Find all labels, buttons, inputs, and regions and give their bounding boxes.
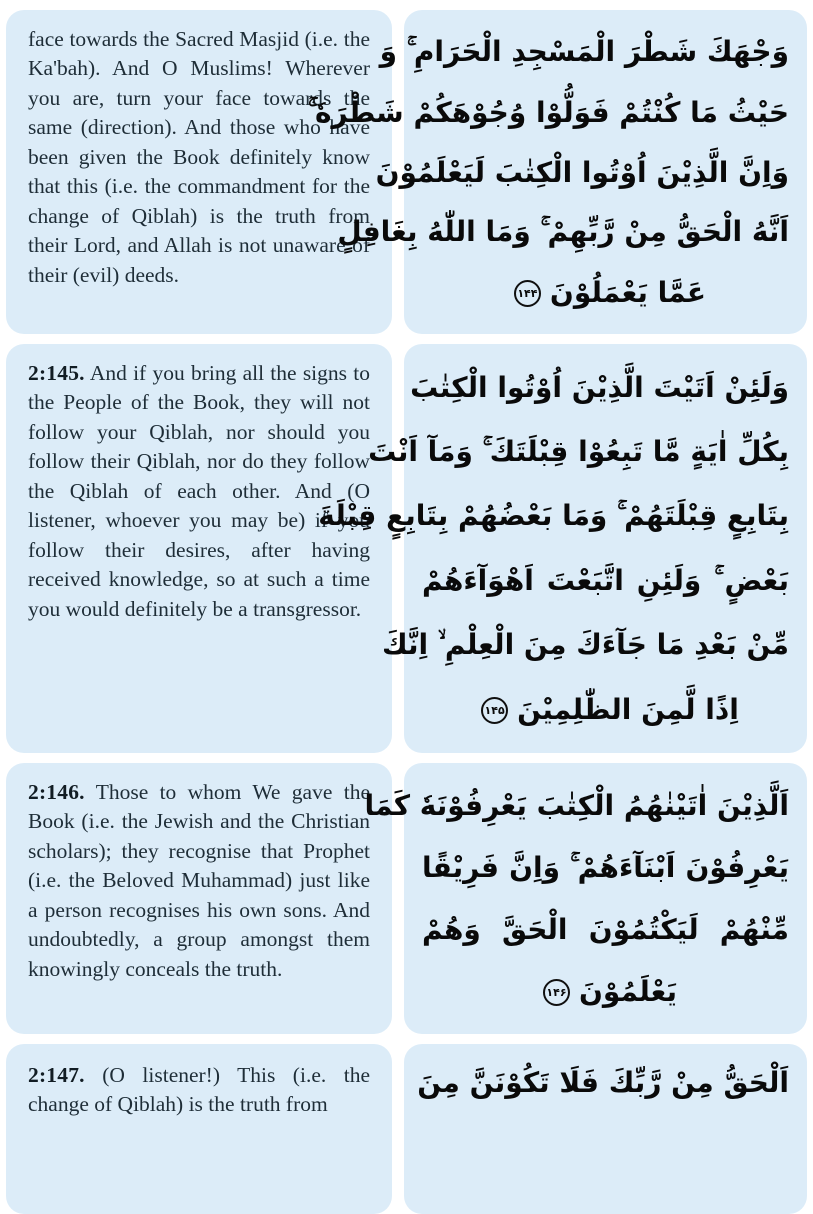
arabic-panel-147 <box>404 1044 807 1214</box>
arabic-line: وَلَئِنْ اَتَيْتَ الَّذِيْنَ اُوْتُوا الْكِتٰبَ <box>410 371 789 405</box>
verse-row-146 <box>6 763 807 1034</box>
arabic-line: وَاِنَّ الَّذِيْنَ اُوْتُوا الْكِتٰبَ لَيَعْلَمُوْنَ <box>375 155 789 189</box>
verse-row-144 <box>6 10 807 334</box>
verse-number: 2:145. <box>28 361 85 385</box>
translation-text <box>28 25 370 290</box>
arabic-line: اَنَّهُ الْحَقُّ مِنْ رَّبِّهِمْ ۚ وَمَا اللّٰهُ بِغَافِلٍ <box>337 215 789 249</box>
arabic-last-line <box>422 693 789 726</box>
translation-text <box>28 1061 370 1120</box>
arabic-line: اَلْحَقُّ مِنْ رَّبِّكَ فَلَا تَكُوْنَنَّ مِنَ <box>417 1066 789 1099</box>
verse-row-147 <box>6 1044 807 1214</box>
arabic-line: يَعْرِفُوْنَ اَبْنَآءَهُمْ ۚ وَاِنَّ فَرِيْقًا <box>422 850 789 884</box>
arabic-line-text: عَمَّا يَعْمَلُوْنَ <box>549 275 707 309</box>
translation-panel-144 <box>6 10 392 334</box>
translation-text <box>28 778 370 984</box>
translation-panel-147 <box>6 1044 392 1214</box>
verse-number: 2:146. <box>28 780 85 804</box>
arabic-last-line <box>422 975 789 1008</box>
translation-panel-146 <box>6 763 392 1034</box>
ayah-end-medallion: ۱۴۶ <box>543 979 570 1006</box>
verse-number: 2:147. <box>28 1063 85 1087</box>
arabic-panel-145 <box>318 344 807 753</box>
translation-body: (O listener!) This (i.e. the change of Qiblah) is the truth from <box>28 1063 370 1117</box>
arabic-line: بَعْضٍ ۚ وَلَئِنِ اتَّبَعْتَ اَهْوَآءَهُمْ <box>422 563 789 597</box>
translation-panel-145 <box>6 344 392 753</box>
arabic-line-text: يَعْلَمُوْنَ <box>579 974 677 1008</box>
arabic-line: بِكُلِّ اٰيَةٍ مَّا تَبِعُوْا قِبْلَتَكَ ۚ وَمَآ اَنْتَ <box>368 434 789 468</box>
translation-text <box>28 359 370 624</box>
arabic-panel-146 <box>364 763 807 1034</box>
translation-body: And if you bring all the signs to the People of the Book, they will not follow your Qiblah, nor should you follow their Qiblah, nor do they follow the Qiblah of each other. And (O listener, whoever you may be) if you follow their desires, after having received knowledge, so at such a time you would definitely be a transgressor. <box>28 361 370 621</box>
arabic-panel-144 <box>307 10 807 334</box>
ayah-end-medallion: ۱۴۵ <box>481 697 508 724</box>
translation-body: Those to whom We gave the Book (i.e. the Jewish and the Christian scholars); they recognise that Prophet (i.e. the Beloved Muhammad) just like a person recognises his own sons. And undoubtedly, a group amongst them knowingly conceals the truth. <box>28 780 370 981</box>
arabic-line: حَيْثُ مَا كُنْتُمْ فَوَلُّوْا وُجُوْهَكُمْ شَطْرَهٗ ۚ <box>307 95 789 129</box>
arabic-line: وَجْهَكَ شَطْرَ الْمَسْجِدِ الْحَرَامِ ۚ وَ <box>379 35 789 69</box>
arabic-line: مِّنْهُمْ لَيَكْتُمُوْنَ الْحَقَّ وَهُمْ <box>422 913 789 947</box>
arabic-line: مِّنْ بَعْدِ مَا جَآءَكَ مِنَ الْعِلْمِ ۙ اِنَّكَ <box>381 628 789 662</box>
arabic-line: اَلَّذِيْنَ اٰتَيْنٰهُمُ الْكِتٰبَ يَعْرِفُوْنَهٗ كَمَا <box>364 789 789 823</box>
verse-row-145 <box>6 344 807 753</box>
translation-body: face towards the Sacred Masjid (i.e. the Ka'bah). And O Muslims! Wherever you are, turn your face towards the same (direction). And those who have been given the Book definitely know that this (i.e. the commandment for the change of Qiblah) is the truth from their Lord, and Allah is not unaware of their (evil) deeds. <box>28 27 370 287</box>
ayah-end-medallion: ۱۴۴ <box>514 280 541 307</box>
arabic-last-line <box>422 276 789 309</box>
arabic-line-text: اِذًا لَّمِنَ الظّٰلِمِيْنَ <box>517 692 739 726</box>
arabic-line: بِتَابِعٍ قِبْلَتَهُمْ ۚ وَمَا بَعْضُهُمْ بِتَابِعٍ قِبْلَةَ <box>318 499 789 533</box>
